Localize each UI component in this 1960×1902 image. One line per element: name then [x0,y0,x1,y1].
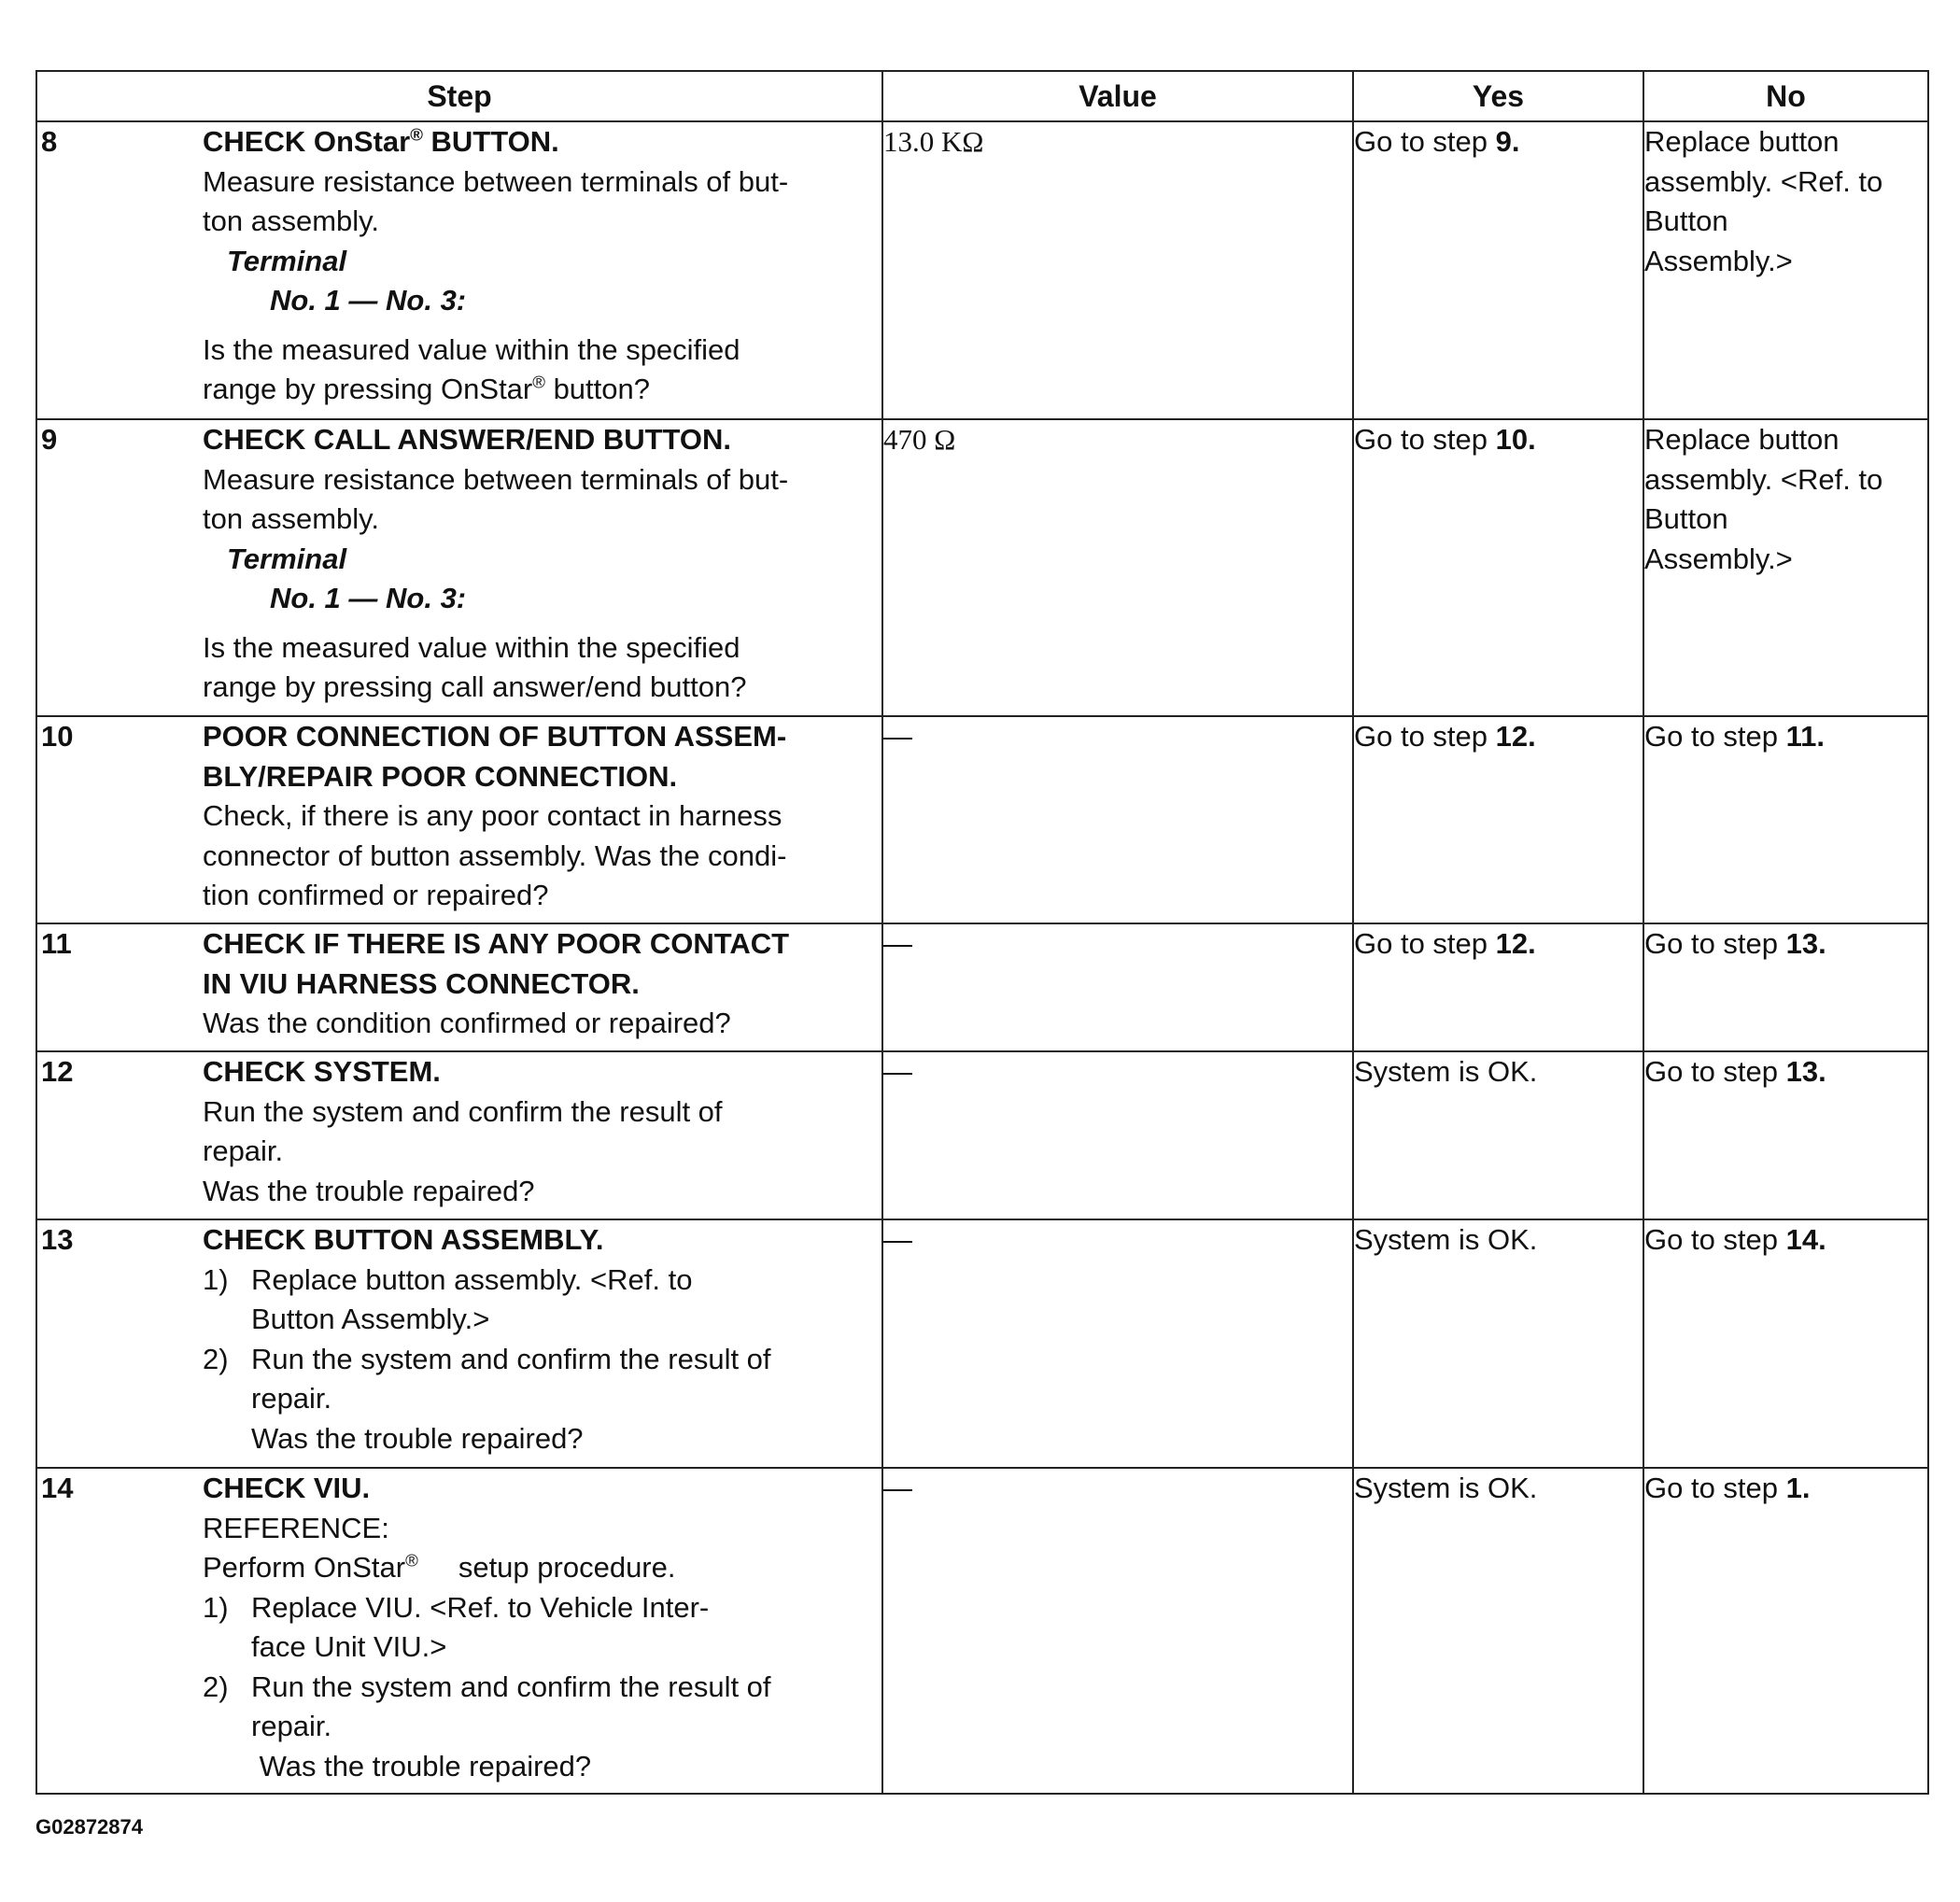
step-number: 11 [41,927,72,960]
no-cell: Go to step 1. [1643,1468,1928,1794]
value-cell: — [882,1468,1353,1794]
table-row [36,1468,1928,1794]
list-item: 1) Replace VIU. <Ref. to Vehicle Inter- [203,1590,710,1624]
step-title: CHECK BUTTON ASSEMBLY. [203,1223,604,1256]
header-row [36,71,1928,121]
yes-cell: Go to step 10. [1353,419,1643,716]
step-number: 10 [41,720,74,753]
value-cell: — [882,1051,1353,1219]
step-cell: 14 CHECK VIU. REFERENCE: Perform OnStar® setup procedure. 1) Replace VIU. <Ref. to Vehicle Inter- face Unit VIU.> 2) Run the system and confirm the result of repair. Was the trouble repaired? [36,1468,882,1794]
yes-cell: Go to step 12. [1353,716,1643,923]
step-number: 13 [41,1223,74,1256]
no-cell: Go to step 14. [1643,1219,1928,1468]
table-row [36,716,1928,923]
step-title: POOR CONNECTION OF BUTTON ASSEM- [203,720,787,753]
no-cell: Go to step 13. [1643,923,1928,1051]
header-value: Value [882,71,1353,121]
step-cell: 9 CHECK CALL ANSWER/END BUTTON. Measure resistance between terminals of but- ton assembly. Terminal No. 1 — No. 3: Is the measured value within the specified range by pressing call answer/end button? [36,419,882,716]
value-cell: 13.0 KΩ [882,121,1353,419]
step-title: CHECK VIU. [203,1472,371,1504]
list-item: 2) Run the system and confirm the result of [203,1342,771,1375]
no-cell: Replace button assembly. <Ref. to Button Assembly.> [1643,121,1928,419]
no-cell: Replace button assembly. <Ref. to Button Assembly.> [1643,419,1928,716]
step-cell: 13 CHECK BUTTON ASSEMBLY. 1) Replace button assembly. <Ref. to Button Assembly.> 2) Run the system and confirm the result of repair. Was the trouble repaired? [36,1219,882,1468]
terminal-value: No. 1 — No. 3: [270,284,467,317]
terminal-label: Terminal [227,244,347,277]
no-cell: Go to step 13. [1643,1051,1928,1219]
step-title: CHECK SYSTEM. [203,1055,441,1088]
value-cell: 470 Ω [882,419,1353,716]
value-cell: — [882,1219,1353,1468]
header-no: No [1643,71,1928,121]
diagnostic-table [35,70,1929,1795]
step-cell: 8 CHECK OnStar® BUTTON. Measure resistance between terminals of but- ton assembly. Terminal No. 1 — No. 3: Is the measured value within the specified range by pressing OnStar® button? [36,121,882,419]
step-title: CHECK OnStar® BUTTON. [203,124,559,158]
yes-cell: System is OK. [1353,1051,1643,1219]
figure-code: G02872874 [35,1815,143,1839]
list-item: 2) Run the system and confirm the result of [203,1670,771,1703]
step-number: 14 [41,1472,74,1504]
no-cell: Go to step 11. [1643,716,1928,923]
header-step: Step [36,71,882,121]
step-number: 9 [41,423,58,456]
table-row [36,923,1928,1051]
table-row [36,1051,1928,1219]
yes-cell: Go to step 12. [1353,923,1643,1051]
terminal-label: Terminal [227,542,347,575]
step-number: 12 [41,1055,74,1088]
table-row [36,419,1928,716]
header-yes: Yes [1353,71,1643,121]
step-title: CHECK IF THERE IS ANY POOR CONTACT [203,927,790,960]
list-item: 1) Replace button assembly. <Ref. to [203,1262,693,1296]
yes-cell: System is OK. [1353,1219,1643,1468]
yes-cell: Go to step 9. [1353,121,1643,419]
yes-cell: System is OK. [1353,1468,1643,1794]
step-cell: 10 POOR CONNECTION OF BUTTON ASSEM- BLY/REPAIR POOR CONNECTION. Check, if there is any poor contact in harness connector of button assembly. Was the condi- tion confirmed or repaired? [36,716,882,923]
step-title: CHECK CALL ANSWER/END BUTTON. [203,423,732,456]
step-cell: 12 CHECK SYSTEM. Run the system and confirm the result of repair. Was the trouble repaired? [36,1051,882,1219]
table-row [36,1219,1928,1468]
value-cell: — [882,923,1353,1051]
table-row [36,121,1928,419]
step-cell: 11 CHECK IF THERE IS ANY POOR CONTACT IN VIU HARNESS CONNECTOR. Was the condition confirmed or repaired? [36,923,882,1051]
terminal-value: No. 1 — No. 3: [270,582,467,614]
step-number: 8 [41,125,58,158]
value-cell: — [882,716,1353,923]
